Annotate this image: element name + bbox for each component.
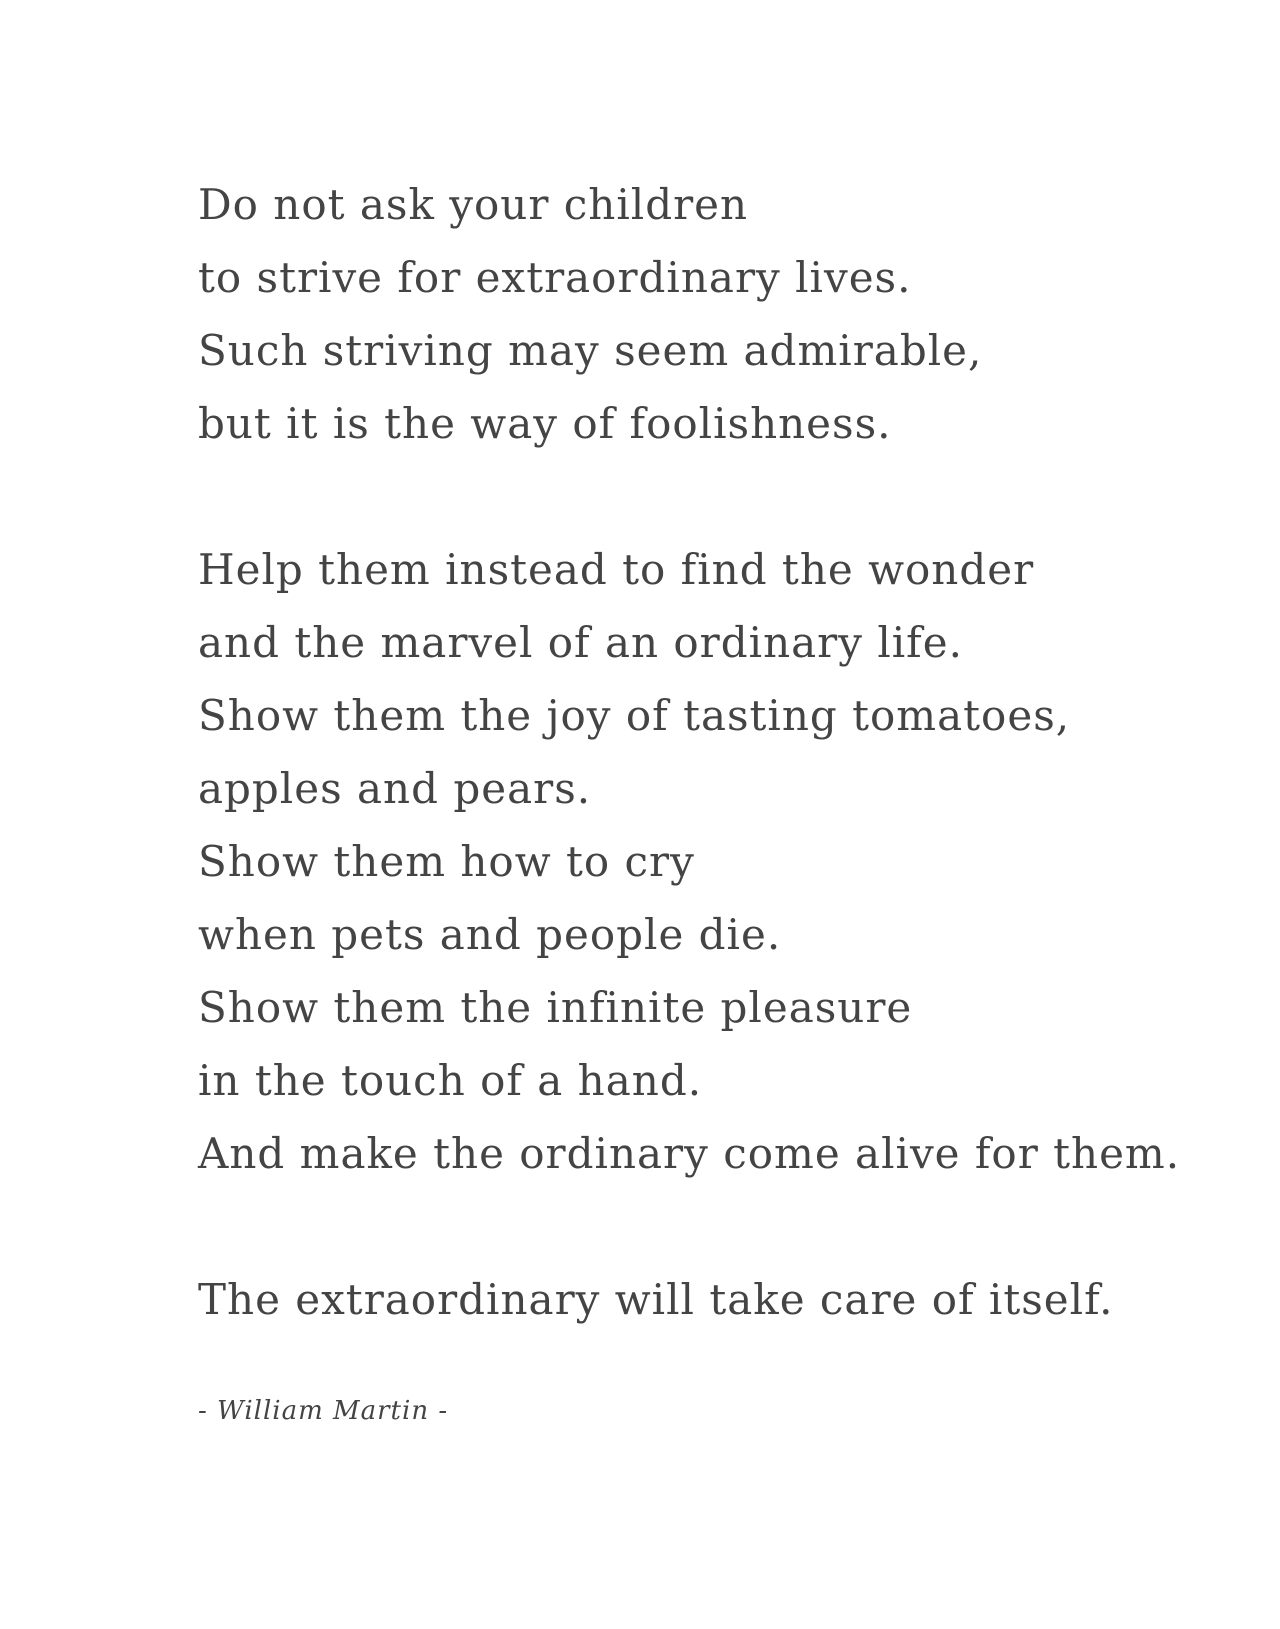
poem-line: to strive for extraordinary lives. (198, 253, 912, 302)
poem-line: Show them the infinite pleasure (198, 983, 913, 1032)
poem-body (198, 168, 1238, 1336)
poem-line: Show them the joy of tasting tomatoes, (198, 691, 1071, 740)
poem-line: when pets and people die. (198, 910, 782, 959)
stanza-1 (198, 168, 1238, 460)
stanza-3 (198, 1263, 1238, 1336)
poem-line: The extraordinary will take care of itself. (198, 1275, 1114, 1324)
poem-line: Such striving may seem admirable, (198, 326, 983, 375)
poem-line: in the touch of a hand. (198, 1056, 703, 1105)
poem-line: Show them how to cry (198, 837, 695, 886)
poem-line: but it is the way of foolishness. (198, 399, 892, 448)
poem-line: Do not ask your children (198, 180, 749, 229)
stanza-2 (198, 533, 1238, 1190)
poem-line: And make the ordinary come alive for them. (198, 1129, 1181, 1178)
poem-line: apples and pears. (198, 764, 592, 813)
poem-line: Help them instead to find the wonder (198, 545, 1035, 594)
poem-line: and the marvel of an ordinary life. (198, 618, 963, 667)
author-attribution: - William Martin - (198, 1396, 449, 1426)
